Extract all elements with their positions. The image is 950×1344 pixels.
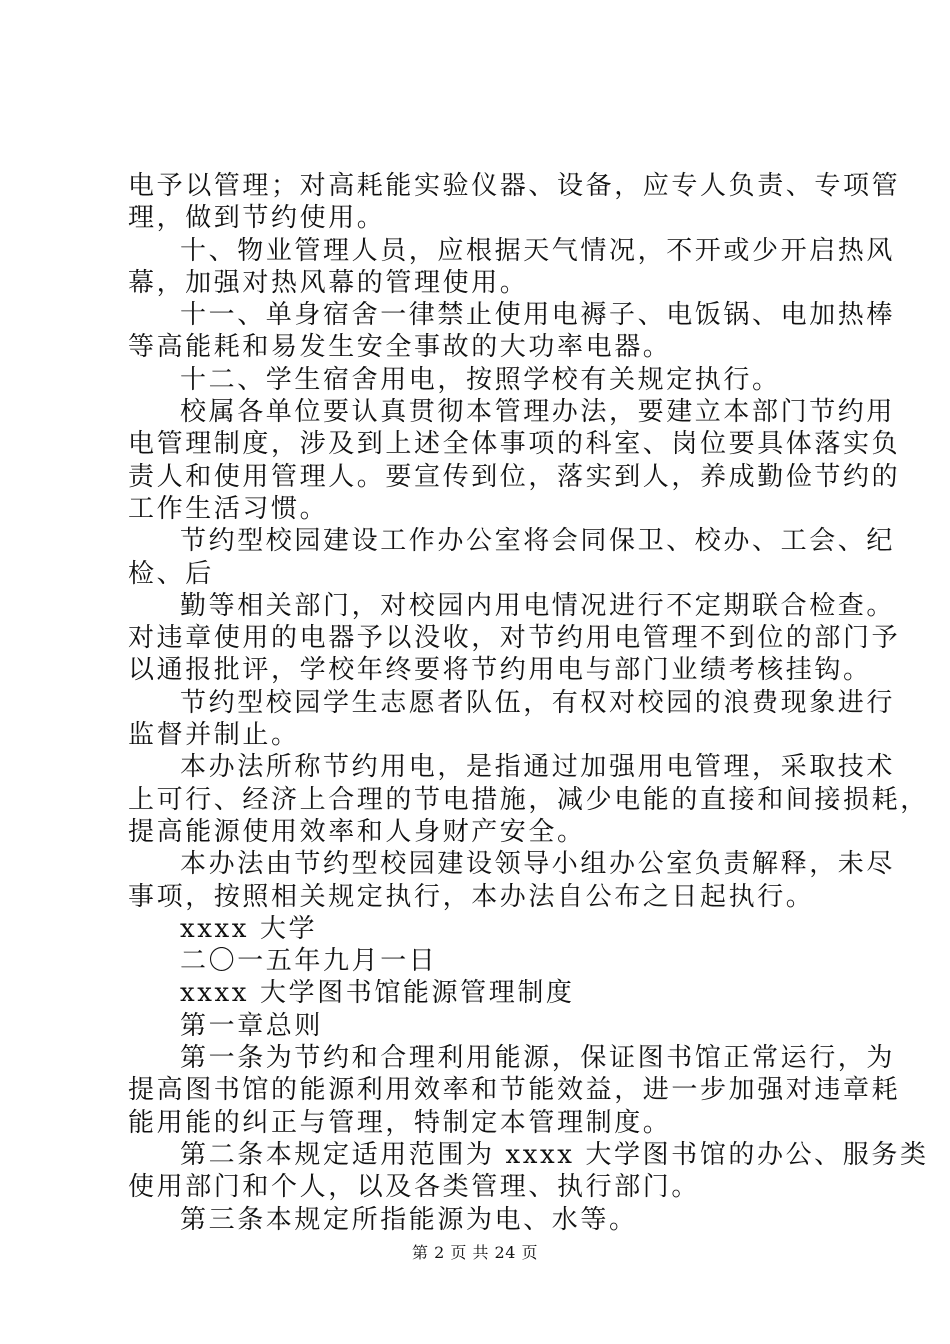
text-line: 理，做到节约使用。	[128, 203, 386, 234]
text-line: 提高图书馆的能源利用效率和节能效益，进一步加强对违章耗	[128, 1075, 901, 1106]
text-line: 第一条为节约和合理利用能源，保证图书馆正常运行，为	[180, 1043, 896, 1074]
text-line: 十二、学生宿舍用电，按照学校有关规定执行。	[180, 364, 781, 395]
text-line: 幕，加强对热风幕的管理使用。	[128, 267, 529, 298]
text-line: 提高能源使用效率和人身财产安全。	[128, 816, 586, 847]
text-line: 以通报批评，学校年终要将节约用电与部门业绩考核挂钩。	[128, 655, 872, 686]
text-line: 校属各单位要认真贯彻本管理办法，要建立本部门节约用	[180, 397, 896, 428]
text-line: 能用能的纠正与管理，特制定本管理制度。	[128, 1107, 672, 1138]
text-line: 检、后	[128, 558, 214, 589]
document-body	[128, 170, 929, 1236]
section-title: xxxx 大学图书馆能源管理制度	[180, 978, 575, 1009]
text-line: 勤等相关部门，对校园内用电情况进行不定期联合检查。	[180, 590, 896, 621]
text-line: 等高能耗和易发生安全事故的大功率电器。	[128, 332, 672, 363]
signature-date: 二〇一五年九月一日	[180, 946, 438, 977]
text-line: 第二条本规定适用范围为 xxxx 大学图书馆的办公、服务类	[180, 1139, 929, 1170]
chapter-heading: 第一章总则	[180, 1010, 324, 1041]
text-line: 事项，按照相关规定执行，本办法自公布之日起执行。	[128, 881, 815, 912]
text-line: 监督并制止。	[128, 720, 300, 751]
text-line: 上可行、经济上合理的节电措施，减少电能的直接和间接损耗，	[128, 784, 929, 815]
text-line: 电予以管理；对高耗能实验仪器、设备，应专人负责、专项管	[128, 171, 901, 201]
text-line: 第三条本规定所指能源为电、水等。	[180, 1204, 638, 1235]
text-line: 工作生活习惯。	[128, 493, 329, 524]
page-number-label: 第 2 页 共 24 页	[412, 1243, 538, 1262]
text-line: 十一、单身宿舍一律禁止使用电褥子、电饭锅、电加热棒	[180, 300, 896, 331]
text-line: 对违章使用的电器予以没收，对节约用电管理不到位的部门予	[128, 623, 901, 654]
text-line: 节约型校园建设工作办公室将会同保卫、校办、工会、纪	[180, 526, 896, 557]
page-footer	[0, 1243, 950, 1263]
text-line: 节约型校园学生志愿者队伍，有权对校园的浪费现象进行	[180, 687, 896, 718]
signature-org: xxxx 大学	[180, 913, 318, 944]
text-line: 责人和使用管理人。要宣传到位，落实到人，养成勤俭节约的	[128, 461, 901, 492]
text-line: 本办法由节约型校园建设领导小组办公室负责解释，未尽	[180, 849, 896, 880]
text-line: 十、物业管理人员，应根据天气情况，不开或少开启热风	[180, 235, 896, 266]
text-line: 电管理制度，涉及到上述全体事项的科室、岗位要具体落实负	[128, 429, 901, 460]
text-line: 使用部门和个人，以及各类管理、执行部门。	[128, 1172, 701, 1203]
text-line: 本办法所称节约用电，是指通过加强用电管理，采取技术	[180, 752, 896, 783]
